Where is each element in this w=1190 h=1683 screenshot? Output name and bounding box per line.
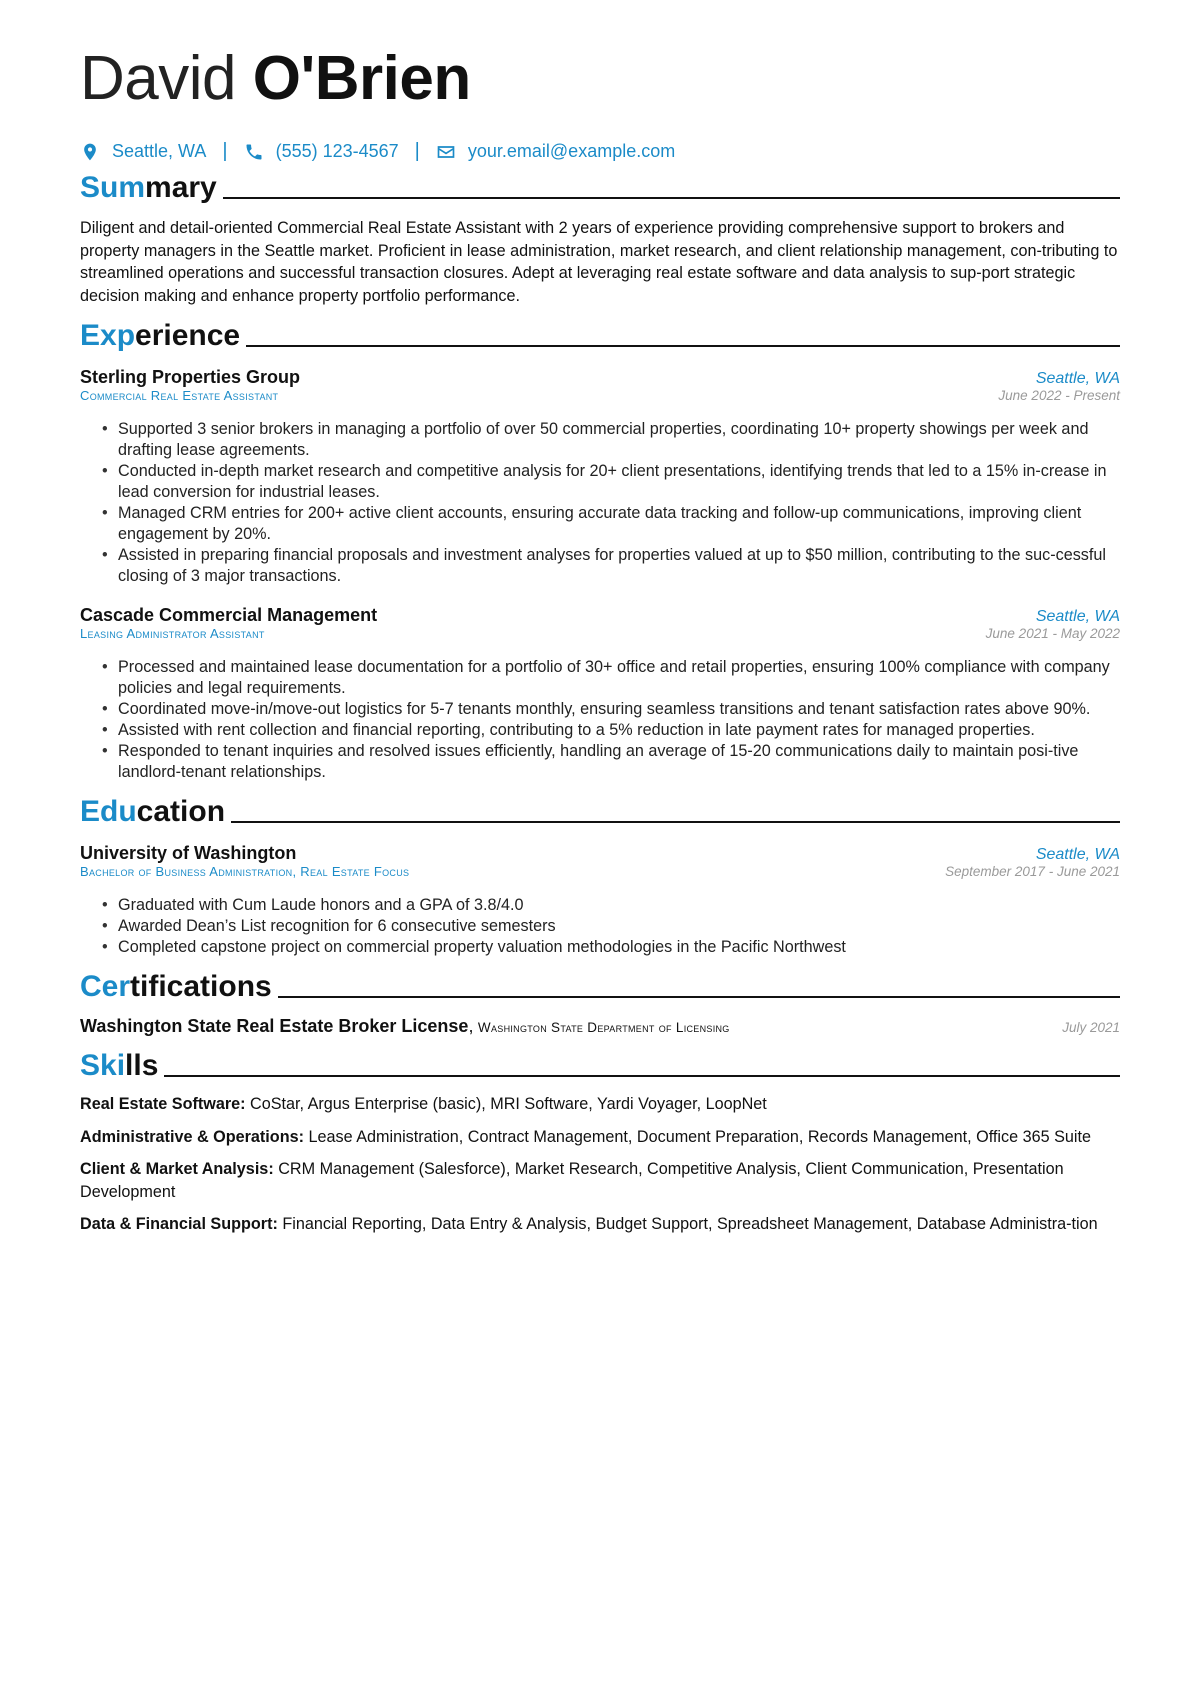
skill-value: Lease Administration, Contract Management, Document Preparation, Records Management, Office 365 Suite xyxy=(308,1127,1092,1146)
certification-date: July 2021 xyxy=(1062,1020,1120,1035)
skill-row xyxy=(80,1213,1120,1236)
job-dates: June 2021 - May 2022 xyxy=(985,626,1120,641)
email-text: your.email@example.com xyxy=(467,141,676,161)
contact-separator: | xyxy=(222,140,228,162)
skill-label: Data & Financial Support: xyxy=(80,1215,278,1233)
company-name: Sterling Properties Group xyxy=(80,367,301,387)
section-title: Experience xyxy=(80,319,241,352)
skill-label: Administrative & Operations: xyxy=(80,1127,304,1146)
envelope-icon xyxy=(436,142,456,162)
section-rule xyxy=(223,197,1120,199)
education-heading xyxy=(80,797,1120,827)
company-name: Cascade Commercial Management xyxy=(80,605,378,625)
job-role: Leasing Administrator Assistant xyxy=(80,626,265,641)
map-pin-icon xyxy=(80,142,100,162)
school-name: University of Washington xyxy=(80,843,297,863)
section-rule xyxy=(231,821,1120,823)
job-location: Seattle, WA xyxy=(1035,370,1120,387)
list-item: • Graduated with Cum Laude honors and a GPA of 3.8/4.0 xyxy=(102,895,1120,916)
certifications-heading xyxy=(80,972,1120,1002)
list-item: • Responded to tenant inquiries and resolved issues efficiently, handling an average of 15-20 communications daily to maintain posi-tive landlord-tenant relationships. xyxy=(102,741,1120,783)
certification-org: Washington State Department of Licensing xyxy=(477,1020,730,1035)
experience-entry xyxy=(80,367,1120,587)
job-location: Seattle, WA xyxy=(1035,608,1120,625)
skill-row xyxy=(80,1093,1120,1116)
certification-separator: , xyxy=(468,1016,474,1036)
section-title: Certifications xyxy=(80,970,272,1003)
contact-separator: | xyxy=(414,140,420,162)
list-item: • Coordinated move-in/move-out logistics for 5-7 tenants monthly, ensuring seamless transitions and tenant satisfaction rates above 90%. xyxy=(102,699,1120,720)
job-bullets xyxy=(80,657,1120,783)
first-name: David xyxy=(80,44,237,113)
section-rule xyxy=(278,996,1120,998)
section-title: Education xyxy=(80,795,226,828)
candidate-name xyxy=(80,44,1120,113)
list-item: • Assisted with rent collection and financial reporting, contributing to a 5% reduction in late payment rates for managed properties. xyxy=(102,720,1120,741)
education-entry xyxy=(80,843,1120,958)
degree: Bachelor of Business Administration, Real Estate Focus xyxy=(80,864,410,879)
section-title: Summary xyxy=(80,171,217,204)
list-item: • Awarded Dean’s List recognition for 6 consecutive semesters xyxy=(102,916,1120,937)
summary-text: Diligent and detail-oriented Commercial Real Estate Assistant with 2 years of experience providing comprehensive support to brokers and property managers in the Seattle market. Proficient in lease administration, market research, and client relationship management, con-tributing to streamlined operations and successful transaction closures. Adept at leveraging real estate software and data analysis to sup-port strategic decision making and enhance property portfolio performance. xyxy=(80,219,1118,305)
job-dates: June 2022 - Present xyxy=(998,388,1120,403)
list-item: • Completed capstone project on commercial property valuation methodologies in the Pacific Northwest xyxy=(102,937,1120,958)
job-bullets xyxy=(80,419,1120,587)
section-rule xyxy=(246,345,1120,347)
last-name: O'Brien xyxy=(252,44,471,113)
experience-heading xyxy=(80,321,1120,351)
skill-value: CRM Management (Salesforce), Market Research, Competitive Analysis, Client Communication, Presentation Development xyxy=(80,1160,1064,1201)
certification-name: Washington State Real Estate Broker License xyxy=(80,1016,469,1036)
contact-bar xyxy=(80,140,1120,163)
contact-phone[interactable] xyxy=(244,141,399,162)
list-item: • Supported 3 senior brokers in managing a portfolio of over 50 commercial properties, coordinating 10+ property showings per week and drafting lease agreements. xyxy=(102,419,1120,461)
job-role: Commercial Real Estate Assistant xyxy=(80,388,279,403)
skill-row xyxy=(80,1126,1120,1149)
skills-heading xyxy=(80,1051,1120,1081)
skill-label: Real Estate Software: xyxy=(80,1095,246,1113)
skill-label: Client & Market Analysis: xyxy=(80,1160,274,1178)
list-item: • Processed and maintained lease documentation for a portfolio of 30+ office and retail properties, ensuring 100% compliance with company policies and legal requirements. xyxy=(102,657,1120,699)
skill-row xyxy=(80,1158,1120,1203)
skill-value: CoStar, Argus Enterprise (basic), MRI Software, Yardi Voyager, LoopNet xyxy=(250,1095,767,1113)
section-rule xyxy=(164,1075,1120,1077)
list-item: • Assisted in preparing financial proposals and investment analyses for properties valued at up to $50 million, contributing to the suc-cessful closing of 3 major transactions. xyxy=(102,545,1120,587)
section-title: Skills xyxy=(80,1049,159,1082)
phone-icon xyxy=(244,142,264,162)
contact-location xyxy=(80,141,206,162)
experience-entry xyxy=(80,605,1120,783)
skill-value: Financial Reporting, Data Entry & Analysis, Budget Support, Spreadsheet Management, Database Administra-tion xyxy=(282,1215,1098,1233)
list-item: • Managed CRM entries for 200+ active client accounts, ensuring accurate data tracking and follow-up communications, improving client engagement by 20%. xyxy=(102,503,1120,545)
location-text: Seattle, WA xyxy=(112,141,207,161)
education-bullets xyxy=(80,895,1120,958)
education-dates: September 2017 - June 2021 xyxy=(945,864,1120,879)
phone-text: (555) 123-4567 xyxy=(275,141,399,161)
school-location: Seattle, WA xyxy=(1035,846,1120,863)
list-item: • Conducted in-depth market research and competitive analysis for 20+ client presentations, identifying trends that led to a 15% in-crease in lead conversion for industrial leases. xyxy=(102,461,1120,503)
summary-heading xyxy=(80,173,1120,203)
contact-email[interactable] xyxy=(436,141,675,162)
certification-entry xyxy=(80,1016,1120,1037)
